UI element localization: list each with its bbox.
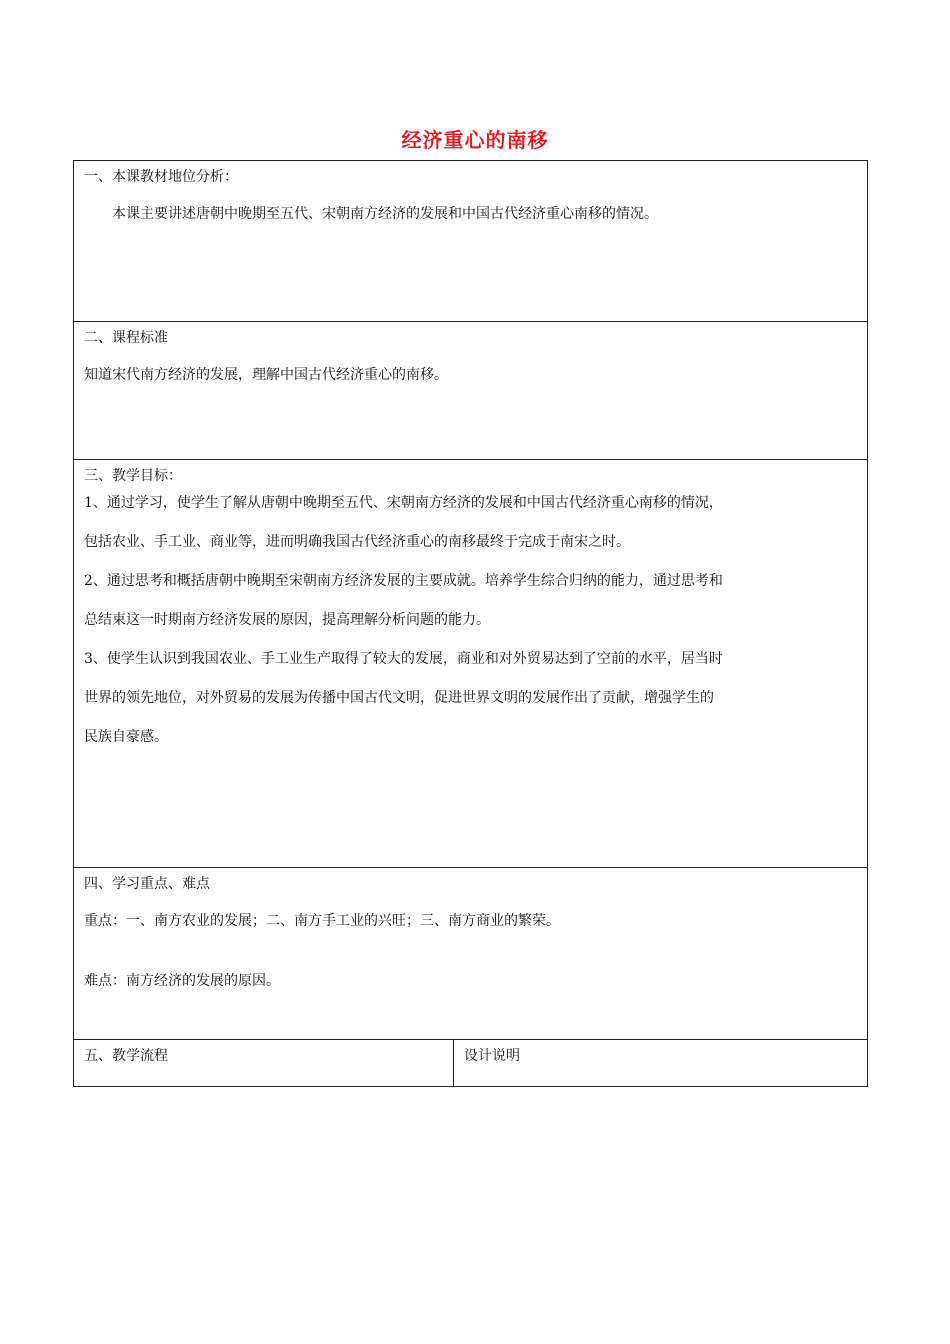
objective-line: 2、通过思考和概括唐朝中晚期至宋朝南方经济发展的主要成就。培养学生综合归纳的能力，通过思考和 — [84, 573, 723, 589]
section-heading: 二、课程标准 — [84, 330, 168, 346]
lesson-plan-table — [73, 160, 868, 1087]
section-heading: 四、学习重点、难点 — [84, 876, 210, 892]
section-teaching-process — [74, 1040, 868, 1087]
section-material-analysis — [74, 161, 868, 322]
page-title: 经济重心的南移 — [401, 128, 549, 152]
objective-line: 包括农业、手工业、商业等，进而明确我国古代经济重心的南移最终于完成于南宋之时。 — [84, 534, 630, 550]
objective-line: 1、通过学习，使学生了解从唐朝中晚期至五代、宋朝南方经济的发展和中国古代经济重心南移的情况， — [84, 495, 723, 511]
section-cell — [74, 161, 868, 322]
objective-line: 总结束这一时期南方经济发展的原因，提高理解分析问题的能力。 — [84, 612, 490, 628]
design-notes-cell: 设计说明 — [454, 1040, 868, 1087]
section-teaching-objectives — [74, 460, 868, 868]
objective-line: 民族自豪感。 — [84, 729, 168, 745]
section-cell — [74, 322, 868, 460]
section-cell — [74, 868, 868, 1040]
key-point-text: 重点：一、南方农业的发展；二、南方手工业的兴旺；三、南方商业的繁荣。 — [84, 913, 560, 929]
section-body: 知道宋代南方经济的发展，理解中国古代经济重心的南移。 — [84, 367, 448, 383]
section-cell — [74, 460, 868, 868]
section-heading: 三、教学目标： — [84, 468, 182, 484]
objective-line: 3、使学生认识到我国农业、手工业生产取得了较大的发展，商业和对外贸易达到了空前的水平，居当时 — [84, 651, 723, 667]
section-key-points — [74, 868, 868, 1040]
section-body: 本课主要讲述唐朝中晚期至五代、宋朝南方经济的发展和中国古代经济重心南移的情况。 — [112, 206, 658, 222]
difficulty-text: 难点：南方经济的发展的原因。 — [84, 973, 280, 989]
section-curriculum-standard — [74, 322, 868, 460]
teaching-process-cell: 五、教学流程 — [74, 1040, 454, 1087]
section-heading: 一、本课教材地位分析： — [84, 169, 238, 185]
objective-line: 世界的领先地位，对外贸易的发展为传播中国古代文明，促进世界文明的发展作出了贡献，增强学生的 — [84, 690, 714, 706]
